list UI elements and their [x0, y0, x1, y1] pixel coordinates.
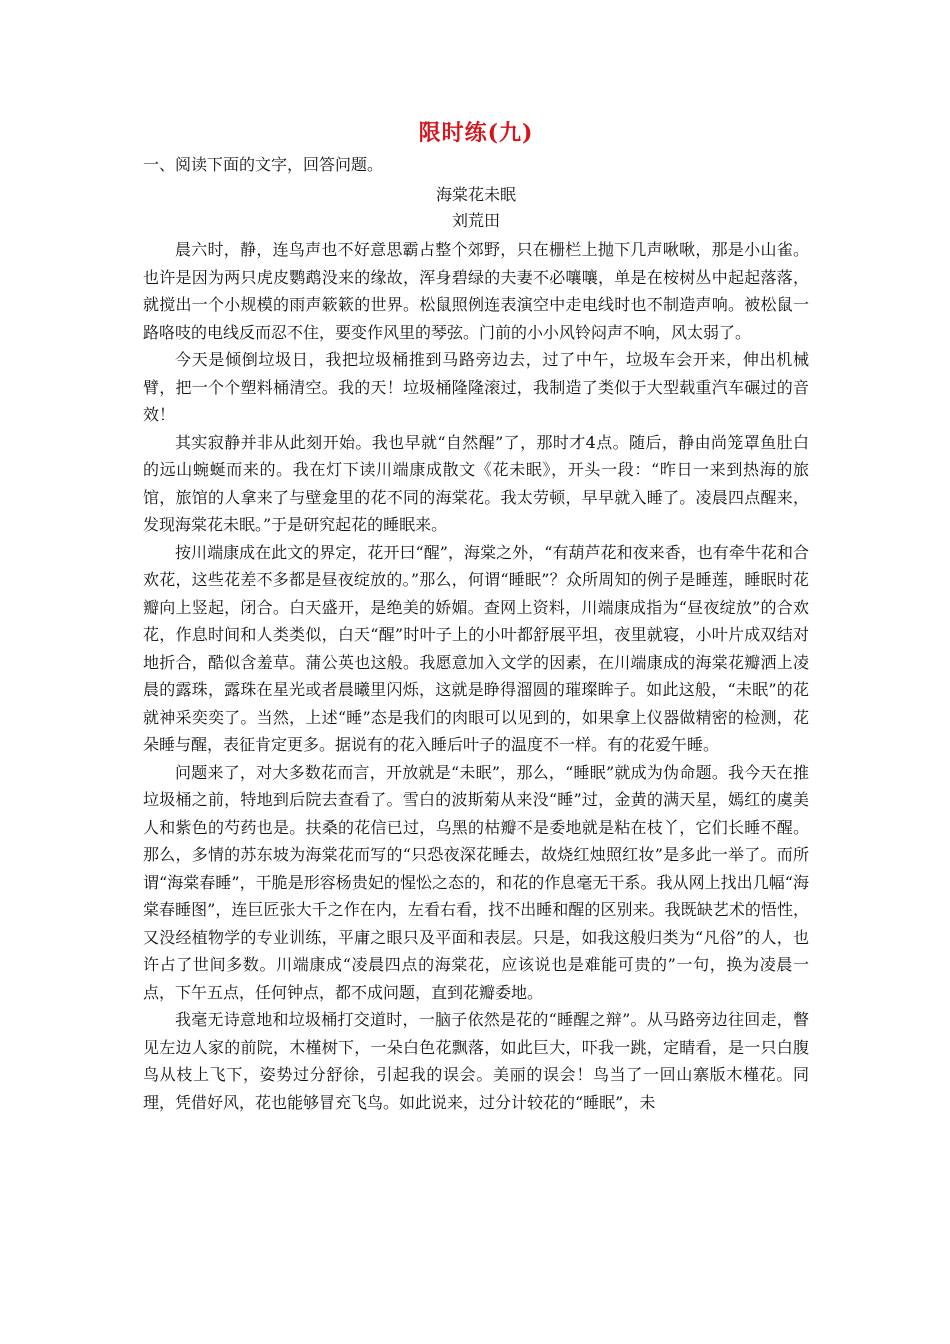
paragraph-6: 我毫无诗意地和垃圾桶打交道时，一脑子依然是花的“睡醒之辩”。从马路旁边往回走，瞥见左边人家的前院，木槿树下，一朵白色花飘落，如此巨大，吓我一跳，定睛看，是一只白腹鸟从枝上飞下，姿势过分舒徐，引起我的误会。美丽的误会！鸟当了一回山寨版木槿花。同理，凭借好风，花也能够冒充飞鸟。如此说来，过分计较花的“睡眠”，未: [143, 1010, 809, 1112]
paragraph-2: 今天是倾倒垃圾日，我把垃圾桶推到马路旁边去，过了中午，垃圾车会开来，伸出机械臂，把一个个塑料桶清空。我的天！垃圾桶隆隆滚过，我制造了类似于大型载重汽车碾过的音效！: [143, 350, 809, 424]
paragraph-5: 问题来了，对大多数花而言，开放就是“未眠”，那么，“睡眠”就成为伪命题。我今天在推垃圾桶之前，特地到后院去查看了。雪白的波斯菊从来没“睡”过，金黄的满天星，嫣红的虞美人和紫色的芍药也是。扶桑的花信已过，乌黑的枯瓣不是委地就是粘在枝丫，它们长睡不醒。那么，多情的苏东坡为海棠花而写的“只恐夜深花睡去，故烧红烛照红妆”是多此一举了。而所谓“海棠春睡”，干脆是形容杨贵妃的惺忪之态的，和花的作息毫无干系。我从网上找出几幅“海棠春睡图”，连巨匠张大千之作在内，左看右看，找不出睡和醒的区别来。我既缺艺术的悟性，又没经植物学的专业训练，平庸之眼只及平面和表层。只是，如我这般归类为“凡俗”的人，也许占了世间多数。川端康成“凌晨四点的海棠花，应该说也是难能可贵的”一句，换为凌晨一点，下午五点，任何钟点，都不成问题，直到花瓣委地。: [143, 762, 809, 1002]
paragraph-4: 按川端康成在此文的界定，花开曰“醒”，海棠之外，“有葫芦花和夜来香，也有牵牛花和合欢花，这些花差不多都是昼夜绽放的。”那么，何谓“睡眠”？众所周知的例子是睡莲，睡眠时花瓣向上竖起，闭合。白天盛开，是绝美的娇媚。查网上资料，川端康成指为“昼夜绽放”的合欢花，作息时间和人类类似，白天“醒”时叶子上的小叶都舒展平坦，夜里就寝，小叶片成双结对地折合，酷似含羞草。蒲公英也这般。我愿意加入文学的因素，在川端康成的海棠花瓣洒上凌晨的露珠，露珠在星光或者晨曦里闪烁，这就是睁得溜圆的璀璨眸子。如此这般，“未眠”的花就神采奕奕了。当然，上述“睡”态是我们的肉眼可以见到的，如果拿上仪器做精密的检测，花朵睡与醒，表征肯定更多。据说有的花入睡后叶子的温度不一样。有的花爱午睡。: [143, 542, 809, 754]
essay-title: 海棠花未眠: [435, 185, 516, 204]
section-heading: 一、阅读下面的文字，回答问题。: [143, 155, 384, 174]
document-page: [143, 118, 809, 1116]
page-title: 限时练(九): [418, 120, 534, 146]
paragraph-1: 晨六时，静，连鸟声也不好意思霸占整个郊野，只在栅栏上抛下几声啾啾，那是小山雀。也许是因为两只虎皮鹦鹉没来的缘故，浑身碧绿的夫妻不必嚷嚷，单是在桉树丛中起起落落，就搅出一个小规模的雨声簌簌的世界。松鼠照例连表演空中走电线时也不制造声响。被松鼠一路咯吱的电线反而忍不住，要变作风里的琴弦。门前的小小风铃闷声不响，风太弱了。: [143, 240, 809, 342]
paragraph-3: 其实寂静并非从此刻开始。我也早就“自然醒”了，那时才4点。随后，静由尚笼罩鱼肚白的远山蜿蜒而来的。我在灯下读川端康成散文《花未眠》，开头一段：“昨日一来到热海的旅馆，旅馆的人拿来了与壁龛里的花不同的海棠花。我太劳顿，早早就入睡了。凌晨四点醒来，发现海棠花未眠。”于是研究起花的睡眠来。: [143, 432, 809, 534]
essay-author: 刘荒田: [451, 211, 500, 230]
